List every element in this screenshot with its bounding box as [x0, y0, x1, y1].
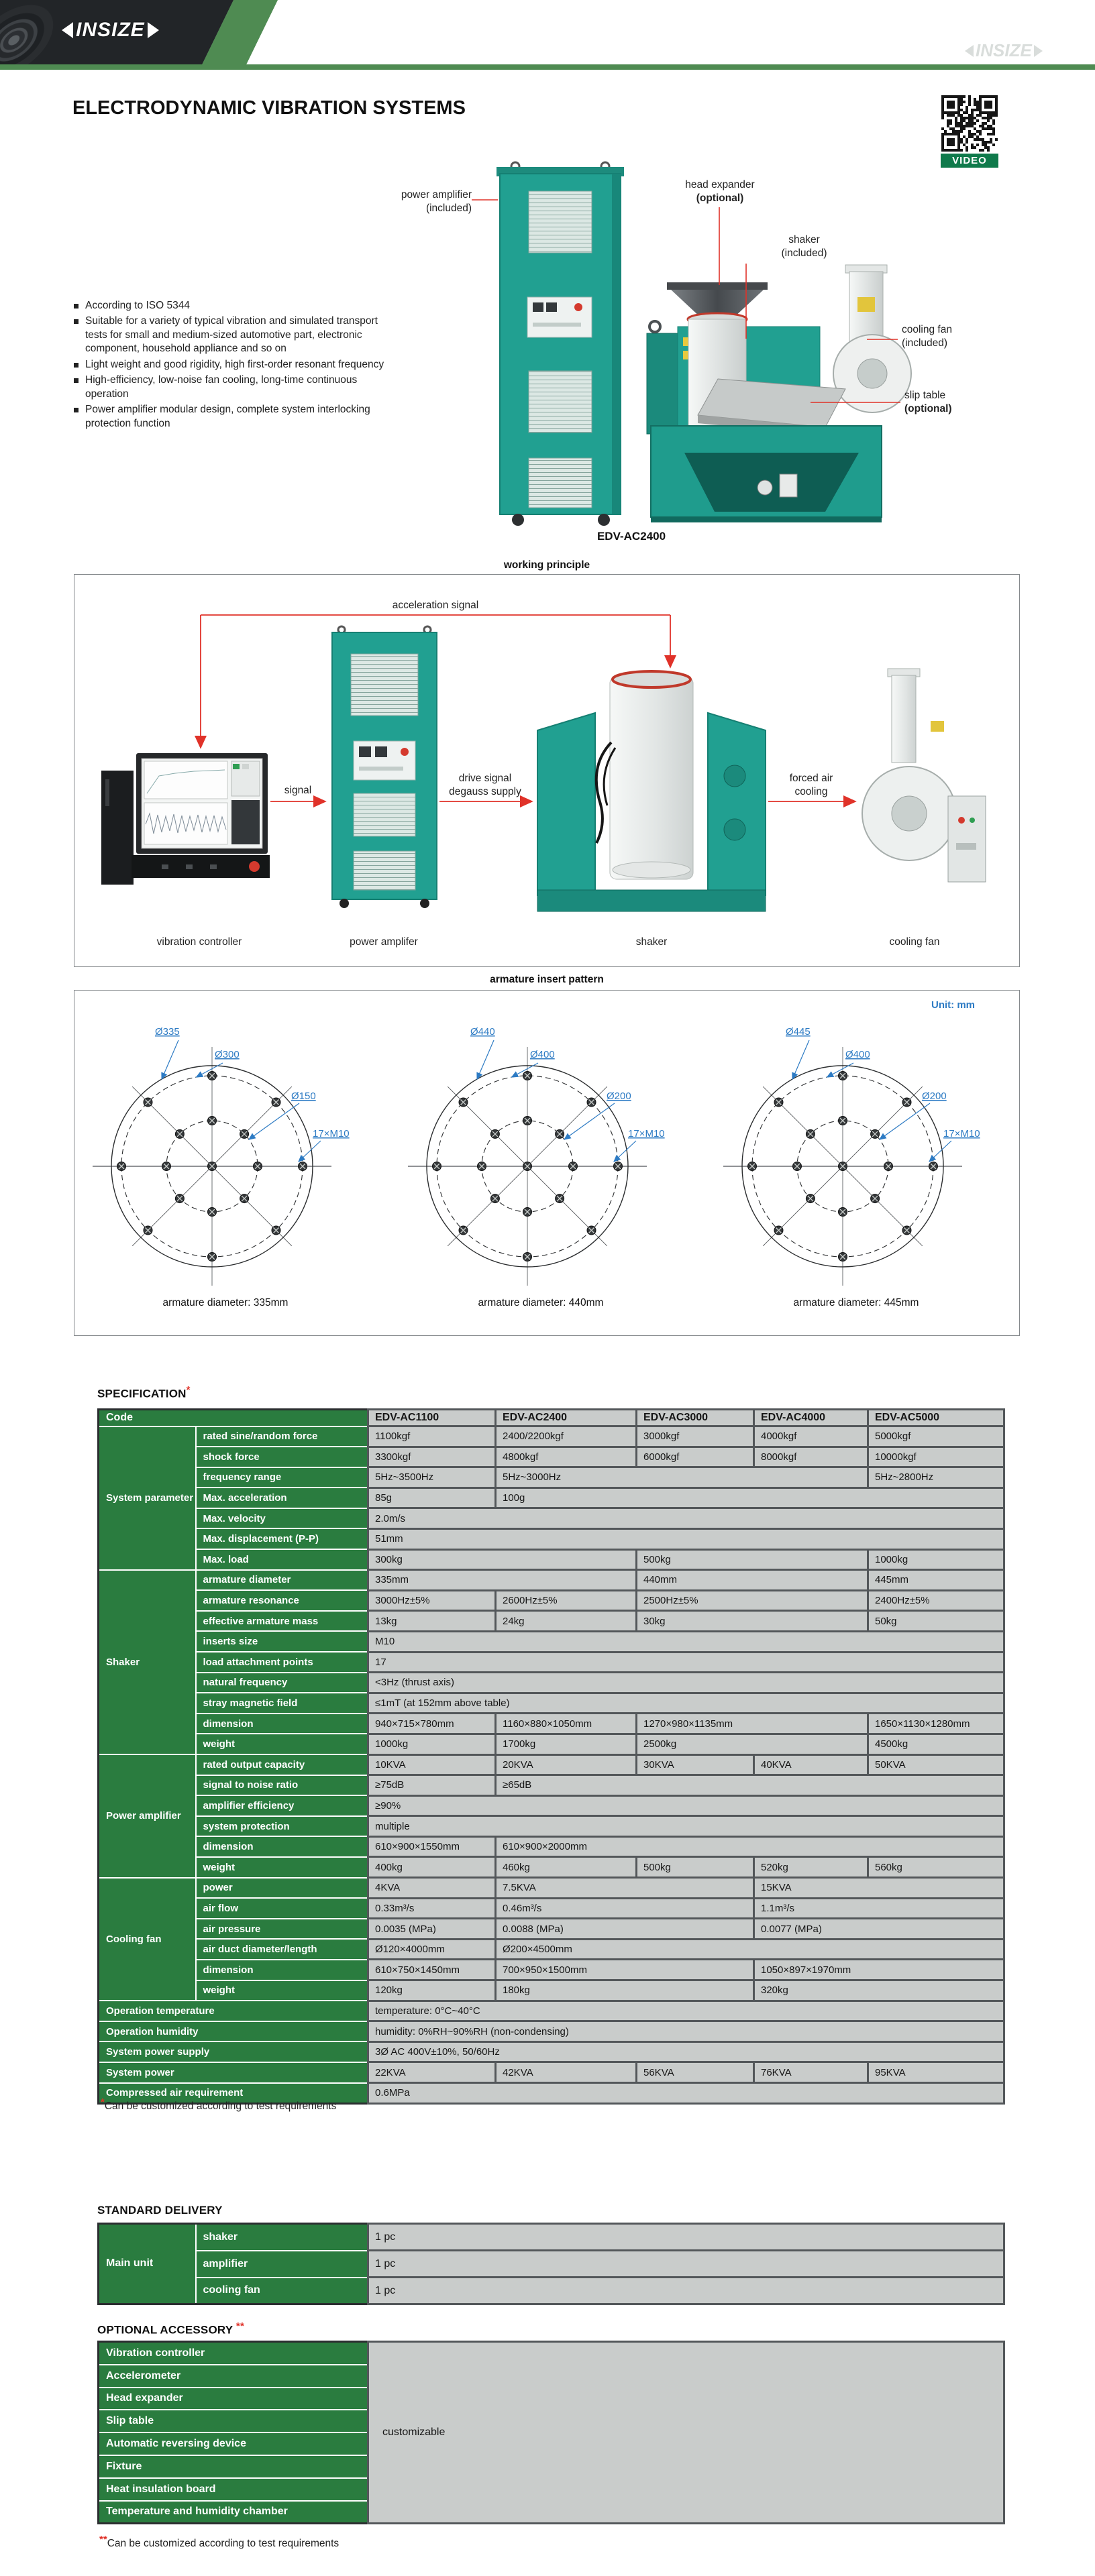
bolt-hole-icon — [839, 1072, 847, 1080]
spec-value-cell: 5000kgf — [868, 1426, 1004, 1447]
spec-value-cell: 10000kgf — [868, 1447, 1004, 1467]
spec-value-cell: 0.33m³/s — [368, 1898, 496, 1919]
wp-vibration-controller — [101, 753, 270, 885]
spec-row-label: effective armature mass — [196, 1611, 368, 1632]
spec-value-cell: humidity: 0%RH~90%RH (non-condensing) — [368, 2021, 1004, 2042]
bolt-hole-icon — [144, 1098, 152, 1107]
spec-value-cell: 610×900×1550mm — [368, 1836, 496, 1857]
bolt-hole-icon — [871, 1129, 880, 1138]
spec-row-label: rated output capacity — [196, 1754, 368, 1775]
wp-acceleration-label: acceleration signal — [392, 600, 479, 611]
specification-title — [97, 1384, 191, 1401]
bolt-hole-icon — [569, 1162, 578, 1171]
spec-value-cell: 2400Hz±5% — [868, 1590, 1004, 1611]
spec-row-label: armature diameter — [196, 1570, 368, 1591]
spec-value-cell: 0.0035 (MPa) — [368, 1919, 496, 1940]
video-badge[interactable]: VIDEO — [941, 154, 998, 168]
bolt-hole-icon — [523, 1253, 532, 1262]
bolt-hole-icon — [144, 1226, 152, 1235]
optional-accessory-table — [97, 2341, 1005, 2524]
bolt-hole-icon — [774, 1226, 783, 1235]
spec-value-cell: 0.6MPa — [368, 2083, 1004, 2104]
bolt-hole-icon — [117, 1162, 126, 1171]
spec-value-cell: 2500kg — [637, 1734, 868, 1754]
wp-unit-caption: shaker — [635, 936, 668, 948]
wp-drive-label-1: drive signal — [458, 773, 512, 784]
dim-outer-label: Ø440 — [470, 1026, 495, 1038]
spec-row-label: load attachment points — [196, 1652, 368, 1673]
spec-value-cell: ≤1mT (at 152mm above table) — [368, 1693, 1004, 1714]
delivery-group-label: Main unit — [99, 2224, 196, 2304]
spec-value-cell: 24kg — [496, 1611, 637, 1632]
bolt-hole-icon — [806, 1129, 815, 1138]
spec-value-cell: 100g — [496, 1488, 1004, 1508]
spec-value-cell: 76KVA — [754, 2062, 868, 2083]
spec-value-cell: 700×950×1500mm — [496, 1960, 754, 1980]
spec-row-label: shock force — [196, 1447, 368, 1467]
label-slip-table — [904, 389, 985, 416]
spec-row-label: Max. displacement (P-P) — [196, 1528, 368, 1549]
bolt-hole-icon — [208, 1072, 217, 1080]
logo-left-arrow-icon — [62, 22, 73, 38]
wp-cooling-fan — [862, 669, 986, 882]
spec-model-header: EDV-AC3000 — [637, 1410, 754, 1426]
spec-value-cell: 5Hz~2800Hz — [868, 1467, 1004, 1488]
bolt-hole-icon — [208, 1253, 217, 1262]
watermark-right-arrow-icon — [1034, 45, 1043, 57]
spec-row-label: dimension — [196, 1714, 368, 1734]
spec-row-label: weight — [196, 1980, 368, 2001]
label-cooling-fan — [902, 323, 989, 350]
bolt-hole-icon — [523, 1072, 532, 1080]
spec-value-cell: 3000kgf — [637, 1426, 754, 1447]
spec-row-label: dimension — [196, 1960, 368, 1980]
optional-item-label: Fixture — [99, 2455, 368, 2478]
spec-value-cell: 10KVA — [368, 1754, 496, 1775]
bolt-hole-icon — [272, 1226, 280, 1235]
optional-item-label: Heat insulation board — [99, 2478, 368, 2501]
spec-row-label: weight — [196, 1857, 368, 1878]
spec-code-header: Code — [99, 1410, 368, 1426]
spec-value-cell: 3000Hz±5% — [368, 1590, 496, 1611]
spec-value-cell: 7.5KVA — [496, 1878, 754, 1899]
dim-inner-label: Ø200 — [607, 1090, 631, 1102]
bolt-hole-icon — [490, 1129, 499, 1138]
spec-value-cell: 4KVA — [368, 1878, 496, 1899]
label-line: (optional) — [696, 192, 744, 204]
spec-value-cell: 22KVA — [368, 2062, 496, 2083]
specification-table — [97, 1408, 1005, 2105]
label-line: head expander — [685, 179, 755, 190]
bolt-hole-icon — [433, 1162, 441, 1171]
spec-value-cell: 85g — [368, 1488, 496, 1508]
bolt-hole-icon — [478, 1162, 486, 1171]
spec-group-label: Shaker — [99, 1570, 196, 1754]
wp-shaker — [537, 671, 766, 911]
spec-value-cell: Ø120×4000mm — [368, 1939, 496, 1960]
watermark-left-arrow-icon — [965, 45, 974, 57]
spec-value-cell: 500kg — [637, 1857, 754, 1878]
bolt-hole-icon — [806, 1194, 815, 1203]
spec-group-label: Power amplifier — [99, 1754, 196, 1878]
bolt-hole-icon — [884, 1162, 893, 1171]
spec-value-cell: 500kg — [637, 1549, 868, 1570]
dim-mid-label: Ø300 — [215, 1049, 240, 1060]
spec-row-label: amplifier efficiency — [196, 1795, 368, 1816]
spec-value-cell: 2400/2200kgf — [496, 1426, 637, 1447]
spec-row-label: Operation humidity — [99, 2021, 368, 2042]
spec-value-cell: 2500Hz±5% — [637, 1590, 868, 1611]
label-line: (included) — [902, 337, 948, 349]
spec-value-cell: 440mm — [637, 1570, 868, 1591]
logo-text: INSIZE — [76, 19, 145, 41]
label-power-amplifier — [361, 188, 472, 215]
wp-forced-label-2: cooling — [794, 786, 828, 797]
spec-value-cell: 1700kg — [496, 1734, 637, 1754]
bolt-hole-icon — [839, 1162, 847, 1171]
footnote-stars: ** — [99, 2534, 107, 2545]
spec-value-cell: 56KVA — [637, 2062, 754, 2083]
specification-footnote — [101, 2096, 336, 2113]
armature-diagram-445 — [705, 991, 1021, 1329]
label-head-expander — [663, 178, 777, 205]
spec-value-cell: 2600Hz±5% — [496, 1590, 637, 1611]
bolt-hole-icon — [929, 1162, 938, 1171]
spec-group-label: Cooling fan — [99, 1878, 196, 2001]
working-principle-box — [74, 574, 1020, 967]
insize-logo — [62, 19, 159, 42]
spec-model-header: EDV-AC2400 — [496, 1410, 637, 1426]
page-title: ELECTRODYNAMIC VIBRATION SYSTEMS — [72, 97, 466, 119]
spec-value-cell: 30KVA — [637, 1754, 754, 1775]
spec-value-cell: 4800kgf — [496, 1447, 637, 1467]
feature-item: Power amplifier modular design, complete system interlocking protection function — [72, 403, 393, 431]
dim-bolts-label: 17×M10 — [313, 1128, 350, 1139]
label-line: (optional) — [904, 403, 952, 414]
feature-item: Suitable for a variety of typical vibration and simulated transport tests for small and medium-sized automotive part, electronic component, household appliance and so on — [72, 315, 393, 355]
bolt-hole-icon — [523, 1117, 532, 1125]
spec-value-cell: 560kg — [868, 1857, 1004, 1878]
spec-model-header: EDV-AC5000 — [868, 1410, 1004, 1426]
product-photo — [362, 158, 1027, 543]
dim-bolts-label: 17×M10 — [943, 1128, 980, 1139]
spec-value-cell: 3300kgf — [368, 1447, 496, 1467]
spec-value-cell: ≥90% — [368, 1795, 1004, 1816]
spec-row-label: Max. velocity — [196, 1508, 368, 1529]
wp-signal-label: signal — [284, 785, 312, 796]
spec-model-header: EDV-AC4000 — [754, 1410, 868, 1426]
spec-value-cell: M10 — [368, 1631, 1004, 1652]
dim-inner-label: Ø150 — [291, 1090, 316, 1102]
spec-value-cell: Ø200×4500mm — [496, 1939, 1004, 1960]
spec-value-cell: 1160×880×1050mm — [496, 1714, 637, 1734]
dim-outer-label: Ø335 — [155, 1026, 180, 1038]
bolt-hole-icon — [299, 1162, 307, 1171]
spec-row-label: natural frequency — [196, 1673, 368, 1693]
bolt-hole-icon — [871, 1194, 880, 1203]
bolt-hole-icon — [272, 1098, 280, 1107]
optional-accessory-footnote — [99, 2534, 339, 2550]
optional-item-label: Temperature and humidity chamber — [99, 2501, 368, 2524]
dim-outer-label: Ø445 — [786, 1026, 811, 1038]
delivery-item-label: cooling fan — [196, 2278, 368, 2304]
bolt-hole-icon — [240, 1194, 249, 1203]
spec-value-cell: 320kg — [754, 1980, 1004, 2001]
bolt-hole-icon — [523, 1162, 532, 1171]
bolt-hole-icon — [175, 1194, 184, 1203]
label-line: (included) — [425, 203, 472, 214]
spec-value-cell: 335mm — [368, 1570, 637, 1591]
spec-value-cell: 460kg — [496, 1857, 637, 1878]
spec-row-label: weight — [196, 1734, 368, 1754]
wp-unit-caption: vibration controller — [156, 936, 242, 948]
bolt-hole-icon — [839, 1208, 847, 1217]
logo-right-arrow-icon — [148, 22, 159, 38]
unit-label: Unit: mm — [931, 999, 975, 1011]
bolt-hole-icon — [240, 1129, 249, 1138]
spec-value-cell: 120kg — [368, 1980, 496, 2001]
armature-caption: armature diameter: 445mm — [793, 1297, 919, 1308]
optional-item-label: Accelerometer — [99, 2365, 368, 2388]
dim-inner-label: Ø200 — [922, 1090, 947, 1102]
spec-value-cell: 1050×897×1970mm — [754, 1960, 1004, 1980]
spec-value-cell: 6000kgf — [637, 1447, 754, 1467]
armature-caption: armature diameter: 440mm — [478, 1297, 604, 1308]
spec-row-label: Operation temperature — [99, 2001, 368, 2021]
spec-row-label: power — [196, 1878, 368, 1899]
delivery-item-label: shaker — [196, 2224, 368, 2251]
spec-row-label: system protection — [196, 1816, 368, 1837]
spec-value-cell: 610×900×2000mm — [496, 1836, 1004, 1857]
spec-value-cell: 445mm — [868, 1570, 1004, 1591]
feature-list — [72, 299, 393, 433]
spec-value-cell: 15KVA — [754, 1878, 1004, 1899]
standard-delivery-table — [97, 2223, 1005, 2305]
spec-value-cell: 1000kg — [868, 1549, 1004, 1570]
armature-diagram-440 — [390, 991, 705, 1329]
bolt-hole-icon — [587, 1226, 596, 1235]
spec-value-cell: 400kg — [368, 1857, 496, 1878]
feature-item: Light weight and good rigidity, high first-order resonant frequency — [72, 358, 393, 372]
qr-code[interactable] — [941, 95, 998, 152]
spec-row-label: air pressure — [196, 1919, 368, 1940]
bolt-hole-icon — [459, 1226, 468, 1235]
insize-watermark — [965, 40, 1043, 61]
wp-unit-caption: cooling fan — [889, 936, 940, 948]
delivery-qty-cell: 1 pc — [368, 2251, 1004, 2278]
bolt-hole-icon — [254, 1162, 262, 1171]
bolt-hole-icon — [839, 1253, 847, 1262]
spec-value-cell: 42KVA — [496, 2062, 637, 2083]
optional-accessory-title-text: OPTIONAL ACCESSORY — [97, 2323, 233, 2337]
bolt-hole-icon — [614, 1162, 623, 1171]
spec-value-cell: temperature: 0°C~40°C — [368, 2001, 1004, 2021]
footnote-star: * — [101, 2096, 105, 2108]
spec-row-label: armature resonance — [196, 1590, 368, 1611]
header-photo — [0, 0, 295, 67]
delivery-item-label: amplifier — [196, 2251, 368, 2278]
bolt-hole-icon — [902, 1226, 911, 1235]
dim-mid-label: Ø400 — [845, 1049, 870, 1060]
spec-value-cell: 520kg — [754, 1857, 868, 1878]
specification-star: * — [186, 1384, 191, 1396]
spec-value-cell: 50KVA — [868, 1754, 1004, 1775]
spec-value-cell: 4500kg — [868, 1734, 1004, 1754]
wp-power-amplifier — [332, 626, 437, 908]
armature-title: armature insert pattern — [490, 974, 604, 985]
spec-value-cell: 13kg — [368, 1611, 496, 1632]
footnote-text: Can be customized according to test requirements — [107, 2538, 340, 2550]
spec-row-label: air duct diameter/length — [196, 1939, 368, 1960]
spec-row-label: dimension — [196, 1836, 368, 1857]
spec-value-cell: ≥65dB — [496, 1775, 1004, 1796]
bolt-hole-icon — [523, 1208, 532, 1217]
bolt-hole-icon — [556, 1194, 564, 1203]
label-line: power amplifier — [401, 189, 472, 201]
spec-value-cell: 0.0077 (MPa) — [754, 1919, 1004, 1940]
bolt-hole-icon — [162, 1162, 171, 1171]
spec-value-cell: 1650×1130×1280mm — [868, 1714, 1004, 1734]
bolt-hole-icon — [208, 1208, 217, 1217]
spec-value-cell: 5Hz~3500Hz — [368, 1467, 496, 1488]
spec-row-label: rated sine/random force — [196, 1426, 368, 1447]
delivery-qty-cell: 1 pc — [368, 2278, 1004, 2304]
model-caption: EDV-AC2400 — [596, 530, 666, 543]
dim-bolts-label: 17×M10 — [628, 1128, 665, 1139]
working-principle-diagram — [74, 575, 1019, 966]
spec-value-cell: 610×750×1450mm — [368, 1960, 496, 1980]
spec-row-label: frequency range — [196, 1467, 368, 1488]
watermark-text: INSIZE — [976, 40, 1032, 60]
spec-group-label: System parameter — [99, 1426, 196, 1570]
spec-row-label: Max. load — [196, 1549, 368, 1570]
optional-value-cell: customizable — [368, 2342, 1004, 2524]
feature-item: High-efficiency, low-noise fan cooling, long-time continuous operation — [72, 374, 393, 401]
dim-mid-label: Ø400 — [530, 1049, 555, 1060]
spec-value-cell: 300kg — [368, 1549, 637, 1570]
spec-value-cell: multiple — [368, 1816, 1004, 1837]
bolt-hole-icon — [902, 1098, 911, 1107]
spec-value-cell: 1000kg — [368, 1734, 496, 1754]
delivery-qty-cell: 1 pc — [368, 2224, 1004, 2251]
label-line: slip table — [904, 390, 946, 401]
label-line: cooling fan — [902, 324, 952, 335]
wp-forced-label-1: forced air — [789, 773, 833, 784]
armature-diagram-335 — [74, 991, 390, 1329]
bolt-hole-icon — [748, 1162, 757, 1171]
spec-row-label: inserts size — [196, 1631, 368, 1652]
spec-row-label: System power supply — [99, 2041, 368, 2062]
bolt-hole-icon — [556, 1129, 564, 1138]
optional-item-label: Automatic reversing device — [99, 2432, 368, 2455]
spec-row-label: signal to noise ratio — [196, 1775, 368, 1796]
spec-model-header: EDV-AC1100 — [368, 1410, 496, 1426]
spec-row-label: stray magnetic field — [196, 1693, 368, 1714]
bolt-hole-icon — [793, 1162, 802, 1171]
spec-value-cell: 3Ø AC 400V±10%, 50/60Hz — [368, 2041, 1004, 2062]
label-line: (included) — [781, 247, 827, 259]
bolt-hole-icon — [839, 1117, 847, 1125]
spec-value-cell: 51mm — [368, 1528, 1004, 1549]
footnote-text: Can be customized according to test requirements — [104, 2101, 337, 2113]
spec-value-cell: 5Hz~3000Hz — [496, 1467, 868, 1488]
spec-value-cell: 40KVA — [754, 1754, 868, 1775]
spec-value-cell: 940×715×780mm — [368, 1714, 496, 1734]
spec-row-label: System power — [99, 2062, 368, 2083]
optional-item-label: Vibration controller — [99, 2342, 368, 2365]
spec-value-cell: 1.1m³/s — [754, 1898, 1004, 1919]
spec-row-label: air flow — [196, 1898, 368, 1919]
spec-value-cell: 20KVA — [496, 1754, 637, 1775]
spec-value-cell: 0.46m³/s — [496, 1898, 754, 1919]
spec-value-cell: 30kg — [637, 1611, 868, 1632]
spec-value-cell: 0.0088 (MPa) — [496, 1919, 754, 1940]
power-amplifier-cabinet — [497, 162, 624, 526]
spec-value-cell: <3Hz (thrust axis) — [368, 1673, 1004, 1693]
standard-delivery-title: STANDARD DELIVERY — [97, 2204, 223, 2217]
wp-drive-label-2: degauss supply — [449, 786, 521, 797]
header-divider-bar — [0, 64, 1095, 70]
spec-value-cell: 2.0m/s — [368, 1508, 1004, 1529]
bolt-hole-icon — [208, 1162, 217, 1171]
optional-accessory-title — [97, 2320, 244, 2337]
bolt-hole-icon — [208, 1117, 217, 1125]
working-principle-title: working principle — [503, 559, 590, 571]
optional-item-label: Slip table — [99, 2410, 368, 2432]
spec-value-cell: 8000kgf — [754, 1447, 868, 1467]
spec-row-label: Max. acceleration — [196, 1488, 368, 1508]
feature-item: According to ISO 5344 — [72, 299, 393, 313]
armature-box — [74, 990, 1020, 1336]
bolt-hole-icon — [459, 1098, 468, 1107]
bolt-hole-icon — [175, 1129, 184, 1138]
bolt-hole-icon — [774, 1098, 783, 1107]
wp-unit-caption: power amplifer — [350, 936, 418, 948]
spec-value-cell: 1270×980×1135mm — [637, 1714, 868, 1734]
spec-value-cell: 95KVA — [868, 2062, 1004, 2083]
bolt-hole-icon — [490, 1194, 499, 1203]
spec-value-cell: 50kg — [868, 1611, 1004, 1632]
spec-row-label: Compressed air requirement — [99, 2083, 368, 2104]
spec-value-cell: 17 — [368, 1652, 1004, 1673]
label-shaker — [755, 233, 853, 260]
spec-value-cell: 4000kgf — [754, 1426, 868, 1447]
label-line: shaker — [788, 234, 820, 245]
spec-value-cell: 1100kgf — [368, 1426, 496, 1447]
spec-value-cell: ≥75dB — [368, 1775, 496, 1796]
optional-item-label: Head expander — [99, 2388, 368, 2410]
armature-caption: armature diameter: 335mm — [162, 1297, 289, 1308]
bolt-hole-icon — [587, 1098, 596, 1107]
spec-value-cell: 180kg — [496, 1980, 754, 2001]
specification-title-text: SPECIFICATION — [97, 1387, 187, 1400]
optional-accessory-stars: ** — [236, 2320, 244, 2332]
